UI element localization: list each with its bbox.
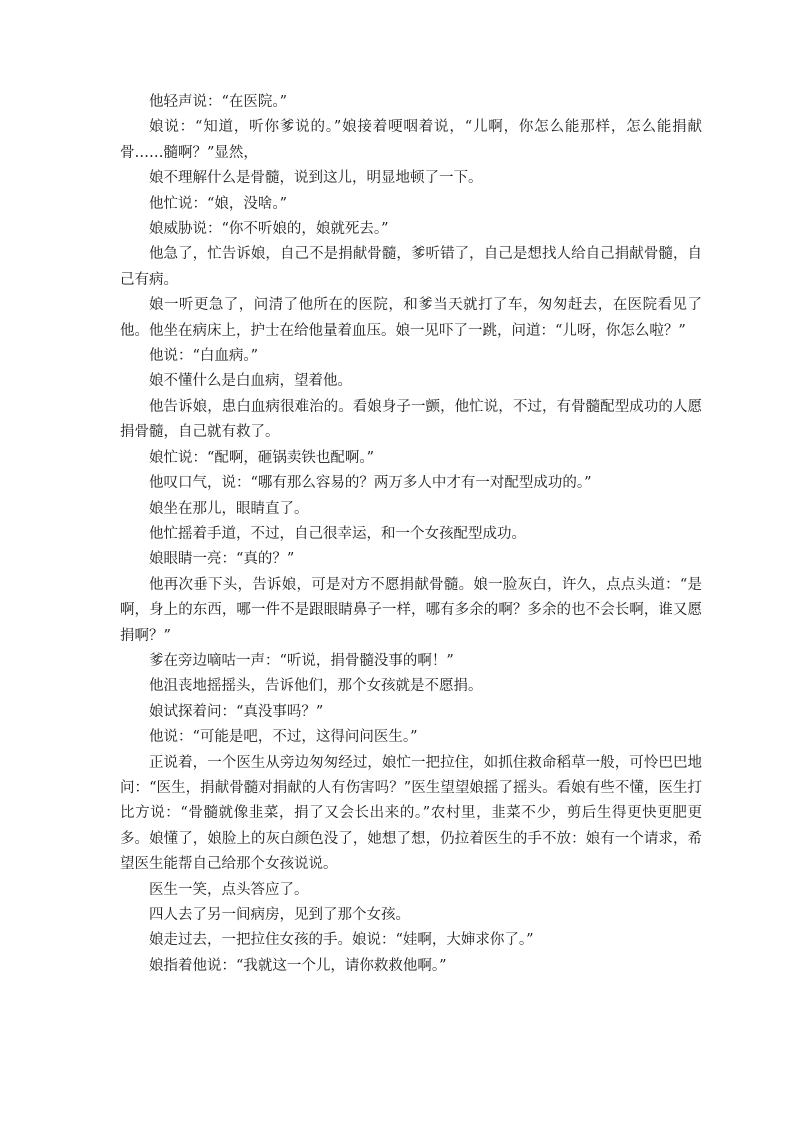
- paragraph: 他说：“白血病。”: [149, 348, 259, 365]
- paragraph: 娘不理解什么是骨髓，说到这儿，明显地顿了一下。: [149, 170, 483, 187]
- paragraph: 娘说：“知道，听你爹说的。”娘接着哽咽着说，“儿啊，你怎么能那样，怎么能捐献骨……髓啊？”显然，: [120, 119, 702, 161]
- paragraph: 四人去了另一间病房，见到了那个女孩。: [149, 907, 410, 923]
- document-page: [120, 90, 702, 979]
- paragraph: 娘眼睛一亮：“真的？”: [149, 551, 295, 568]
- paragraph: 他急了，忙告诉娘，自己不是捐献骨髓，爹听错了，自己是想找人给自己捐献骨髓，自己有病。: [120, 246, 702, 288]
- paragraph: 娘走过去，一把拉住女孩的手。娘说：“娃啊，大婶求你了。”: [149, 932, 534, 949]
- paragraph: 他告诉娘，患白血病很难治的。看娘身子一颤，他忙说，不过，有骨髓配型成功的人愿捐骨髓，自己就有救了。: [120, 398, 702, 441]
- paragraph: 他再次垂下头，告诉娘，可是对方不愿捐献骨髓。娘一脸灰白，许久，点点头道：“是啊，身上的东西，哪一件不是跟眼睛鼻子一样，哪有多余的啊？多余的也不会长啊，谁又愿捐啊？”: [120, 576, 702, 644]
- paragraph: 娘试探着问：“真没事吗？”: [149, 703, 324, 720]
- paragraph: 娘不懂什么是白血病，望着他。: [149, 373, 352, 390]
- paragraph: 他说：“可能是吧，不过，这得问问医生。”: [149, 729, 418, 746]
- paragraph: 娘忙说：“配啊，砸锅卖铁也配啊。”: [149, 449, 375, 466]
- paragraph: 正说着，一个医生从旁边匆匆经过，娘忙一把拉住，如抓住救命稻草一般，可怜巴巴地问：“医生，捐献骨髓对捐献的人有伤害吗？”医生望望娘摇了摇头。看娘有些不懂，医生打比方说：“骨髓就像韭菜，捐了又会长出来的。”农村里，韭菜不少，剪后生得更快更肥更多。娘懂了，娘脸上的灰白颜色没了，她想了想，仍拉着医生的手不放：娘有一个请求，希望医生能帮自己给那个女孩说说。: [120, 754, 702, 873]
- paragraph: 他叹口气，说：“哪有那么容易的？两万多人中才有一对配型成功的。”: [149, 475, 592, 492]
- paragraph: 他忙说：“娘，没啥。”: [149, 195, 288, 212]
- paragraph: 他沮丧地摇摇头，告诉他们，那个女孩就是不愿捐。: [149, 678, 483, 695]
- paragraph: 娘一听更急了，问清了他所在的医院，和爹当天就打了车，匆匆赶去，在医院看见了他。他坐在病床上，护士在给他量着血压。娘一见吓了一跳，问道：“儿呀，你怎么啦？”: [120, 297, 702, 339]
- paragraph: 他轻声说：“在医院。”: [149, 94, 288, 110]
- paragraph: 娘指着他说：“我就这一个儿，请你救救他啊。”: [149, 957, 447, 974]
- paragraph: 娘威胁说：“你不听娘的，娘就死去。”: [149, 221, 389, 238]
- paragraph: 医生一笑，点头答应了。: [149, 881, 309, 898]
- paragraph: 娘坐在那儿，眼睛直了。: [149, 500, 309, 517]
- paragraph: 爹在旁边嘀咕一声：“听说，捐骨髓没事的啊！”: [149, 652, 454, 669]
- paragraph: 他忙摇着手道，不过，自己很幸运，和一个女孩配型成功。: [149, 525, 526, 542]
